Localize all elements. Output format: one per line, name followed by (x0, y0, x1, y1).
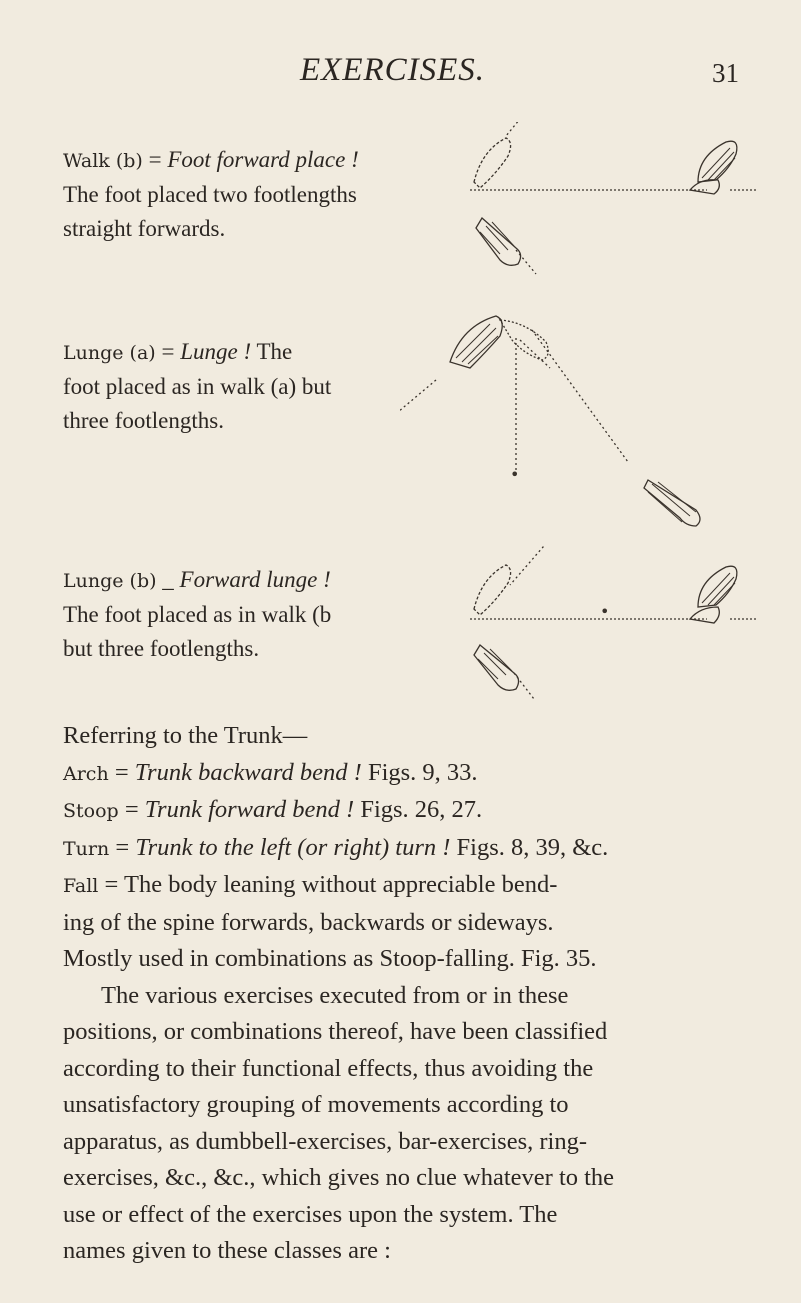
trunk-command: turn ! (389, 833, 451, 861)
trunk-term: Fall (63, 875, 99, 897)
figure-reference: Figs. 8, 39, &c. (450, 833, 609, 861)
trunk-command: Trunk backward bend ! (134, 758, 362, 786)
trunk-stoop (63, 792, 746, 830)
exercise-command: Forward lunge ! (179, 567, 331, 592)
exercise-description-line: but three footlengths. (63, 636, 260, 661)
page-header (0, 52, 801, 92)
exercise-description-line: The foot placed two footlengths (63, 182, 357, 207)
trunk-term: Stoop (63, 800, 119, 822)
trunk-arch (63, 755, 746, 793)
lunge-b-footprint-diagram (430, 545, 760, 725)
equals-sign: = (155, 339, 181, 364)
paragraph-line: unsatisfactory grouping of movements according to (63, 1091, 569, 1118)
paragraph-line: apparatus, as dumbbell-exercises, bar-exercises, ring- (63, 1127, 587, 1155)
exercise-command: Lunge ! (180, 339, 252, 364)
exercise-term: Walk (b) (63, 150, 143, 172)
paragraph-line: exercises, &c., &c., which gives no clue whatever to the (63, 1164, 615, 1191)
trunk-command-paren: (or right) (297, 833, 390, 861)
equals-sign: = (109, 833, 136, 861)
exercise-term: Lunge (b) (63, 570, 157, 592)
page-number: 31 (712, 58, 739, 88)
fall-definition-line: = The body leaning without appreciable bend- (98, 871, 558, 898)
exercise-command: Foot forward place ! (167, 147, 359, 172)
exercise-lunge-b (63, 563, 331, 666)
exercise-walk-b (63, 143, 359, 246)
trunk-term: Turn (63, 837, 110, 860)
exercise-description-line: straight forwards. (63, 216, 226, 241)
trunk-fall (63, 867, 746, 978)
exercise-description-line: three footlengths. (63, 408, 224, 433)
fall-definition-line: ing of the spine forwards, backwards or sideways. (63, 908, 554, 936)
main-text (63, 718, 746, 1270)
equals-sign: = (108, 758, 135, 786)
classification-paragraph (63, 978, 746, 1270)
exercise-lunge-a (63, 335, 331, 438)
trunk-command: Trunk to the left (135, 833, 298, 861)
equals-sign: = (118, 796, 145, 823)
exercise-description-line: The foot placed as in walk (b (63, 602, 332, 627)
trunk-heading: Referring to the Trunk— (63, 722, 308, 749)
paragraph-line: names given to these classes are : (63, 1237, 391, 1264)
paragraph-line: positions, or combinations thereof, have been classified (63, 1018, 608, 1045)
svg-text:•: • (510, 465, 520, 484)
equals-sign: = (142, 147, 168, 172)
figure-reference: Figs. 9, 33. (361, 758, 478, 786)
walk-footprint-diagram (430, 122, 760, 302)
lunge-a-footprint-diagram (400, 312, 740, 542)
fall-definition-line: Mostly used in combinations as Stoop-falling. Fig. 35. (63, 945, 597, 972)
running-title: EXERCISES. (300, 52, 486, 88)
exercise-description-start: The (251, 339, 293, 364)
figure-reference: Figs. 26, 27. (354, 796, 483, 823)
paragraph-line: use or effect of the exercises upon the system. The (63, 1200, 558, 1228)
trunk-command: Trunk forward bend ! (144, 796, 355, 823)
exercise-term: Lunge (a) (63, 342, 156, 364)
paragraph-line: The various exercises executed from or in these (101, 981, 569, 1009)
trunk-turn (63, 830, 746, 868)
svg-text:•: • (600, 602, 610, 621)
equals-sign: _ (156, 567, 180, 592)
trunk-term: Arch (63, 762, 109, 785)
exercise-description-line: foot placed as in walk (a) but (63, 374, 332, 399)
paragraph-line: according to their functional effects, thus avoiding the (63, 1054, 594, 1082)
